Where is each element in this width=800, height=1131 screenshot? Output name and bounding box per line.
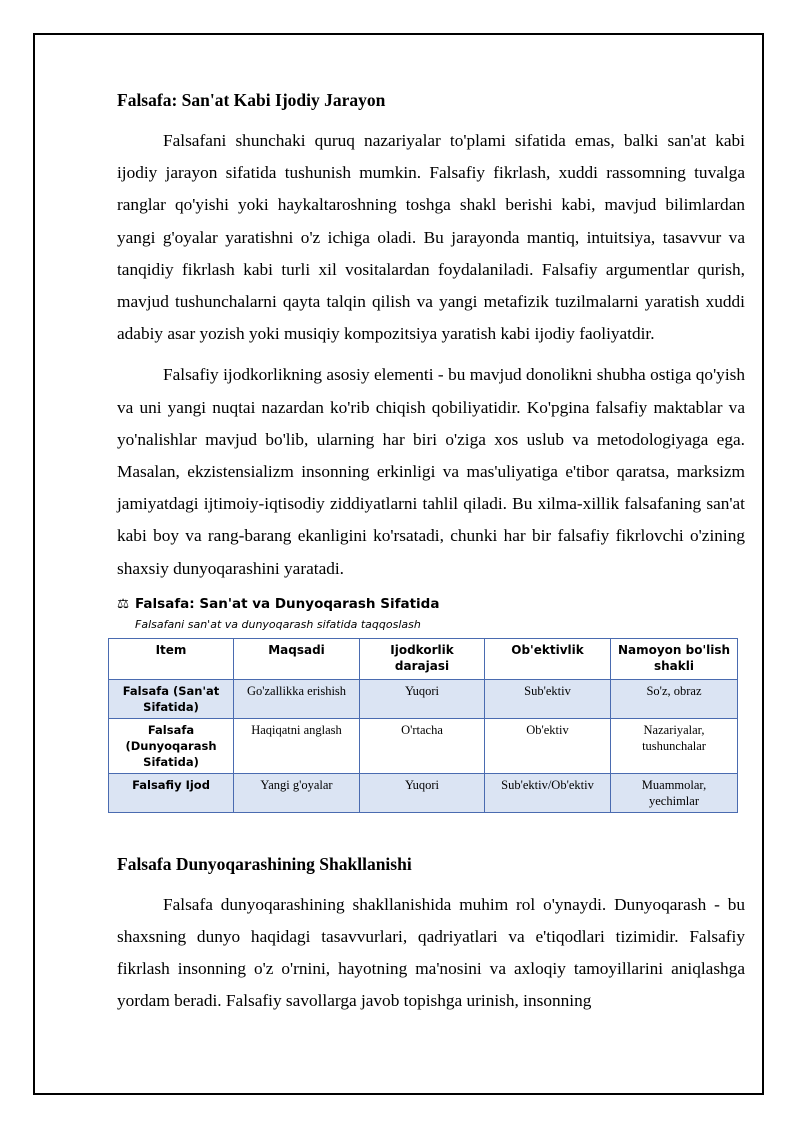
scales-icon: ⚖ — [117, 595, 130, 612]
table-cell: Yangi g'oyalar — [234, 773, 360, 812]
section-2-paragraph: Falsafa dunyoqarashining shakllanishida muhim rol o'ynaydi. Dunyoqarash - bu shaxsning dunyo haqidagi tasavvurlari, qadriyatlari va e'tiqodlari tizimidir. Falsafiy fikrlash insonning o'z o'rnini, hayotning ma'nosini va axloqiy tamoyillarini aniqlashga yordam beradi. Falsafiy savollarga javob topishga urinish, insonning — [117, 894, 745, 1011]
table-cell: Yuqori — [360, 773, 485, 812]
table-cell: Falsafiy Ijod — [109, 773, 234, 812]
section-2 — [117, 853, 745, 1018]
section-1-paragraph-1: Falsafani shunchaki quruq nazariyalar to'plami sifatida emas, balki san'at kabi ijodiy jarayon sifatida tushunish mumkin. Falsafiy fikrlash, xuddi rassomning tuvalga ranglar qo'yishi yoki haykaltaroshning toshga shakl berishi kabi, mavjud bilimlardan yangi g'oyalar yaratishni o'z ichiga oladi. Bu jarayonda mantiq, intuitsiya, tasavvur va tanqidiy fikrlash kabi turli xil vositalardan foydalaniladi. Falsafiy argumentlar qurish, mavjud tushunchalarni qayta talqin qilish va yangi metafizik tuzilmalarni yaratish xuddi adabiy asar yozish yoki musiqiy kompozitsiya yaratish kabi ijodiy faoliyatdir. — [117, 131, 745, 344]
table-cell: Sub'ektiv — [485, 679, 611, 718]
table-cell: Nazariyalar, tushunchalar — [611, 718, 738, 773]
table-header-row — [109, 638, 738, 679]
section-1-heading: Falsafa: San'at Kabi Ijodiy Jarayon — [117, 90, 386, 110]
section-2-heading: Falsafa Dunyoqarashining Shakllanishi — [117, 853, 412, 874]
column-header: Ijodkorlik darajasi — [360, 638, 485, 679]
table-cell: Ob'ektiv — [485, 718, 611, 773]
table-row — [109, 718, 738, 773]
comparison-table — [108, 638, 738, 813]
column-header: Item — [109, 638, 234, 679]
table-cell: So'z, obraz — [611, 679, 738, 718]
column-header: Ob'ektivlik — [485, 638, 611, 679]
table-row — [109, 773, 738, 812]
column-header: Maqsadi — [234, 638, 360, 679]
section-1-paragraph-2: Falsafiy ijodkorlikning asosiy elementi - bu mavjud donolikni shubha ostiga qo'yish va uni yangi nuqtai nazardan ko'rib chiqish qobiliyatidir. Ko'pgina falsafiy maktablar va yo'nalishlar mavjud bo'lib, ularning har biri o'ziga xos uslub va metodologiyaga ega. Masalan, ekzistensializm insonning erkinligi va mas'uliyatiga e'tibor qaratsa, marksizm jamiyatdagi ijtimoiy-iqtisodiy ziddiyatlarni tahlil qiladi. Bu xilma-xillik falsafaning san'at kabi boy va rang-barang ekanligini ko'rsatadi, chunki har bir falsafiy fikrlovchi o'zining shaxsiy dunyoqarashini yaratadi. — [117, 365, 745, 578]
table-cell: Haqiqatni anglash — [234, 718, 360, 773]
table-row — [109, 679, 738, 718]
table-cell: Yuqori — [360, 679, 485, 718]
page-frame — [33, 33, 764, 1095]
table-cell: Go'zallikka erishish — [234, 679, 360, 718]
table-cell: Muammolar, yechimlar — [611, 773, 738, 812]
table-block — [117, 595, 745, 813]
column-header: Namoyon bo'lish shakli — [611, 638, 738, 679]
table-title — [117, 595, 745, 613]
table-caption: Falsafani san'at va dunyoqarash sifatida taqqoslash — [135, 617, 421, 631]
table-cell: Falsafa (San'at Sifatida) — [109, 679, 234, 718]
page-content — [117, 89, 745, 1018]
table-cell: O'rtacha — [360, 718, 485, 773]
table-cell: Sub'ektiv/Ob'ektiv — [485, 773, 611, 812]
table-title-text: Falsafa: San'at va Dunyoqarash Sifatida — [135, 595, 440, 612]
table-cell: Falsafa (Dunyoqarash Sifatida) — [109, 718, 234, 773]
